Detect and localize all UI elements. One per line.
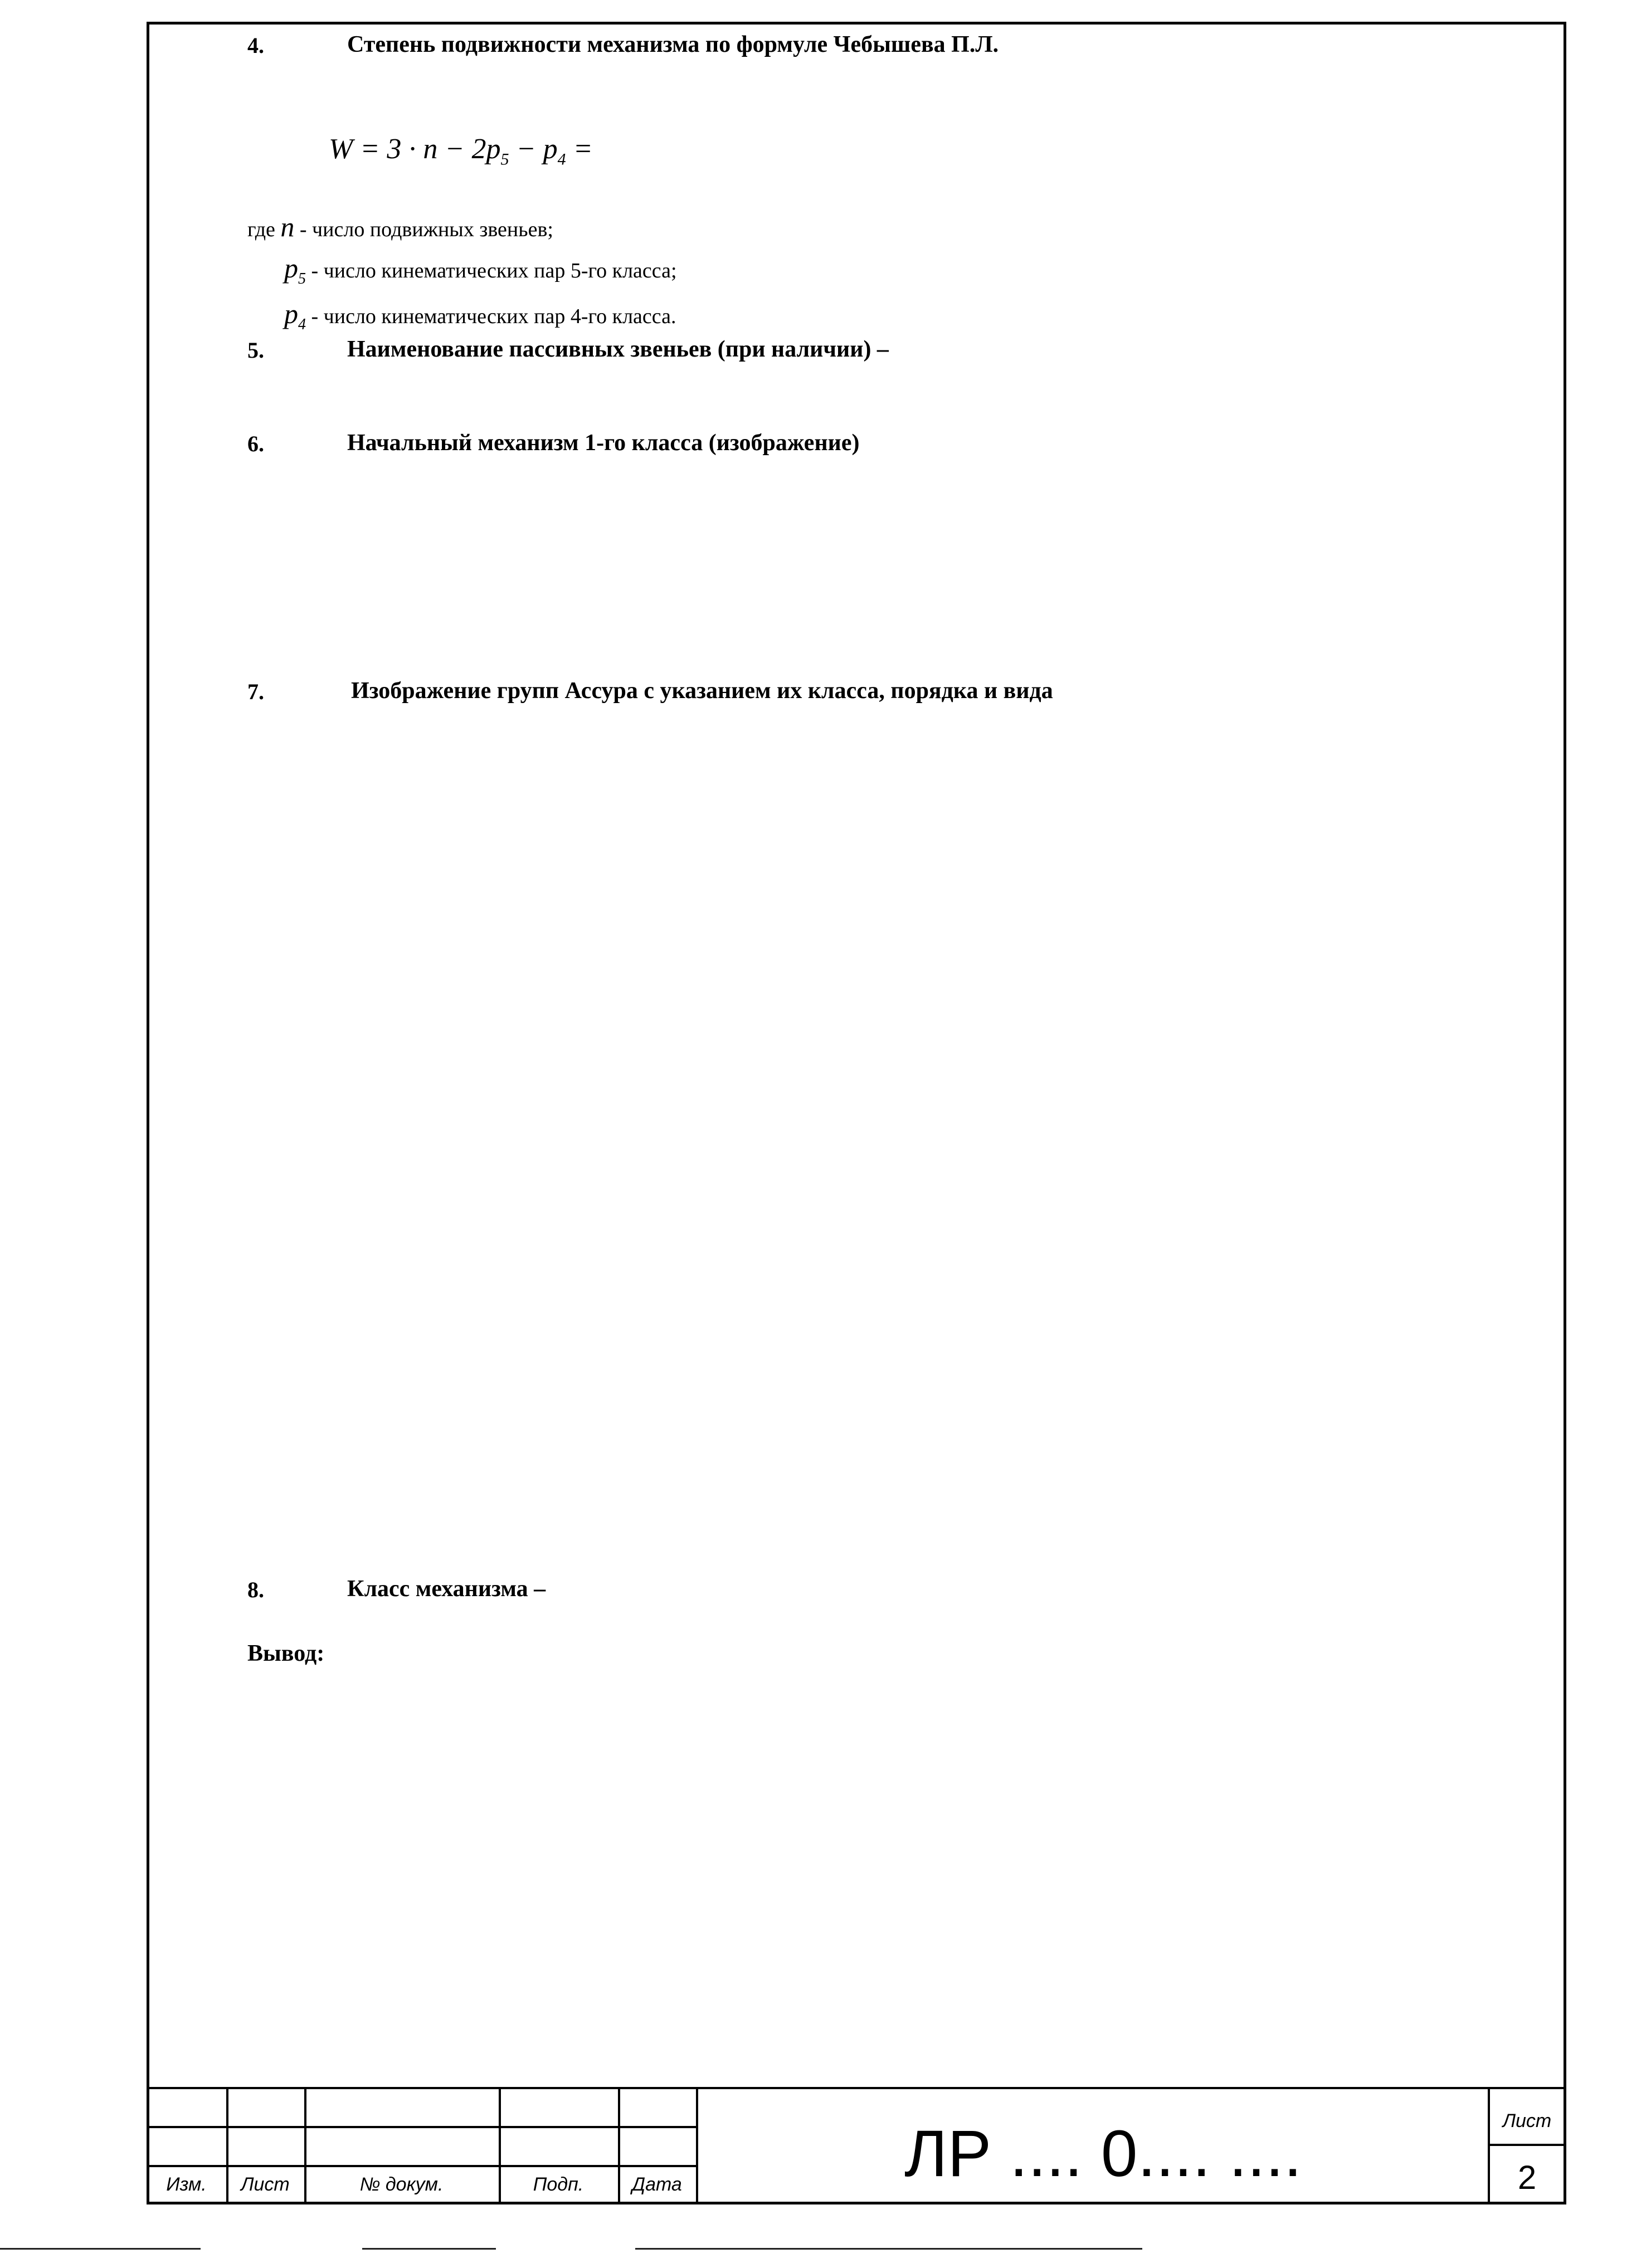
stamp-row-line-1 xyxy=(147,2126,698,2128)
formula-mid: − p xyxy=(509,133,558,165)
stamp-top-line xyxy=(147,2087,1566,2089)
section-8-number: 8. xyxy=(247,1577,264,1602)
conclusion-label: Вывод: xyxy=(247,1641,325,1666)
stamp-col-podp: Подп. xyxy=(533,2174,584,2195)
stamp-col-list: Лист xyxy=(241,2174,290,2195)
stamp-row-line-2 xyxy=(147,2165,698,2167)
section-4-title: Степень подвижности механизма по формуле Чебышева П.Л. xyxy=(347,32,999,57)
section-6-title: Начальный механизм 1-го класса (изображение) xyxy=(347,430,860,456)
stamp-sheet-line xyxy=(1488,2144,1566,2146)
formula-sub-5: 5 xyxy=(500,150,509,169)
definition-p5-text: - число кинематических пар 5-го класса; xyxy=(311,259,677,282)
definition-n xyxy=(247,211,553,243)
section-7-number: 7. xyxy=(247,679,264,704)
stamp-col-data: Дата xyxy=(632,2174,682,2195)
document-code: ЛР .... 0.... .... xyxy=(904,2117,1302,2191)
section-6-number: 6. xyxy=(247,431,264,456)
stamp-col-line-5 xyxy=(696,2087,698,2204)
symbol-p5-index: 5 xyxy=(298,270,306,287)
scan-artifact-line xyxy=(362,2248,496,2250)
definition-n-text: - число подвижных звеньев; xyxy=(299,218,553,241)
stamp-col-izm: Изм. xyxy=(166,2174,207,2195)
formula-lhs: W = 3 · n − 2p xyxy=(329,133,501,165)
sheet-label: Лист xyxy=(1502,2110,1552,2132)
title-block xyxy=(147,2087,1566,2204)
stamp-col-doc: № докум. xyxy=(359,2174,444,2195)
section-5-number: 5. xyxy=(247,338,264,363)
scan-artifact-line xyxy=(0,2248,201,2250)
formula-tail: = xyxy=(566,133,593,165)
section-5-title: Наименование пассивных звеньев (при наличии) – xyxy=(347,336,889,362)
mobility-formula xyxy=(329,133,593,169)
definition-p4 xyxy=(284,297,676,334)
scan-artifact-line xyxy=(635,2248,1142,2250)
definition-where: где xyxy=(247,218,275,241)
symbol-p4 xyxy=(284,298,306,333)
symbol-p5 xyxy=(284,252,306,287)
section-8-title: Класс механизма – xyxy=(347,1576,546,1602)
definition-p4-text: - число кинематических пар 4-го класса. xyxy=(311,305,676,328)
symbol-p4-index: 4 xyxy=(298,316,306,333)
symbol-p4-letter: p xyxy=(284,298,298,329)
section-7-title: Изображение групп Ассура с указанием их класса, порядка и вида xyxy=(351,678,1053,704)
formula-sub-4: 4 xyxy=(557,150,566,169)
sheet-number: 2 xyxy=(1517,2159,1537,2196)
symbol-p5-letter: p xyxy=(284,252,298,284)
section-4-number: 4. xyxy=(247,33,264,58)
definition-p5 xyxy=(284,252,677,288)
symbol-n: n xyxy=(280,211,295,242)
